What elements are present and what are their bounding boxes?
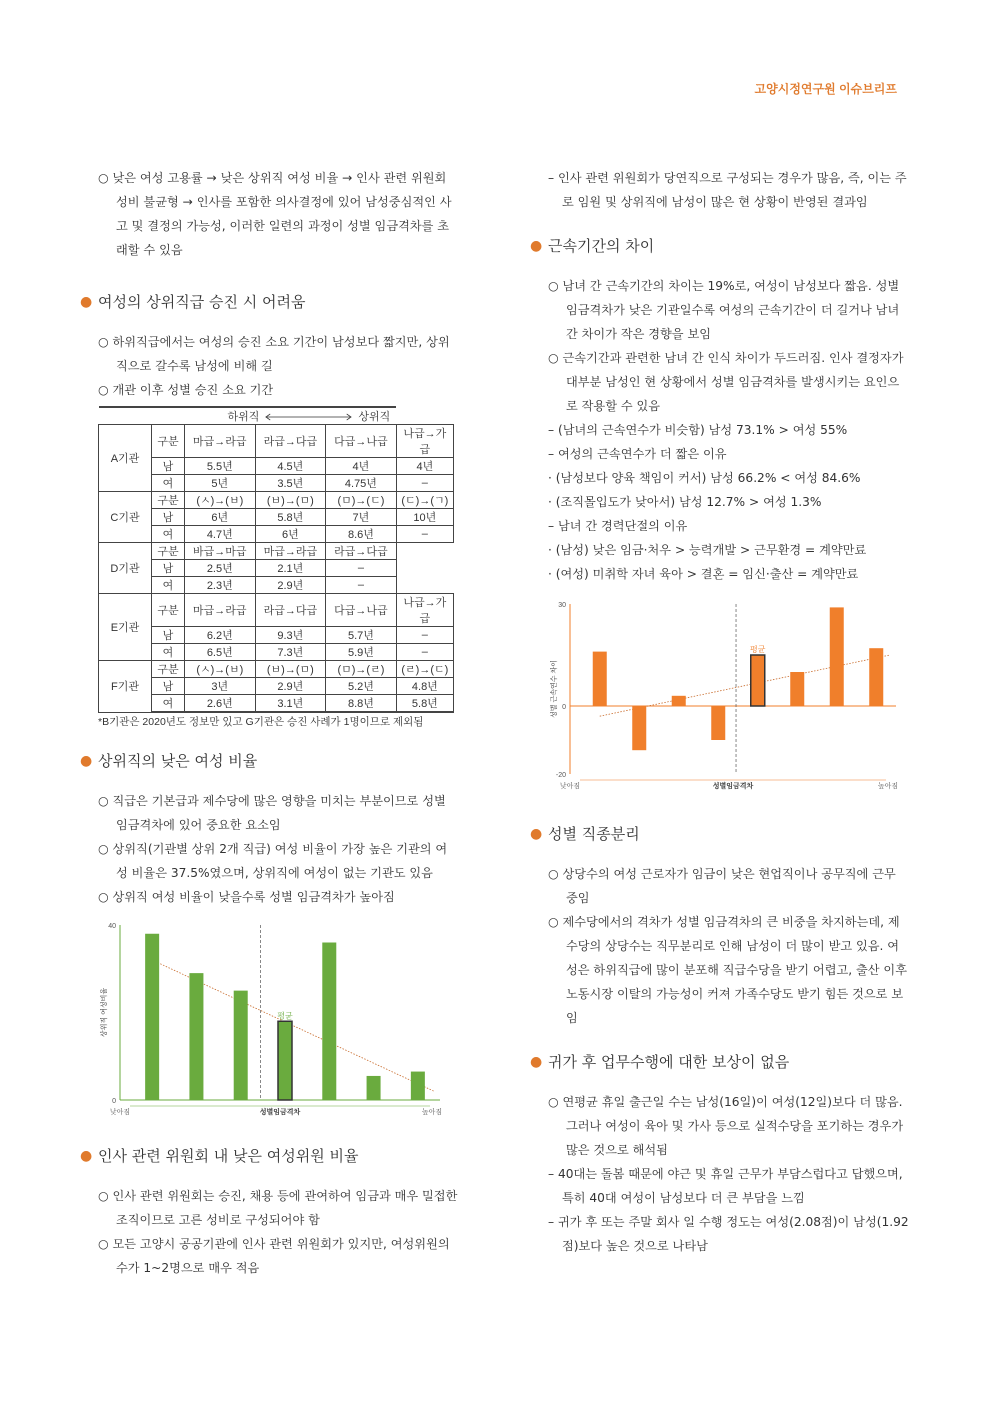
table-cell: 7.3년 xyxy=(255,644,326,661)
table-row xyxy=(99,695,454,713)
table-cell: (ㅁ)→(ㄷ) xyxy=(326,492,397,509)
table-cell: 다급→나급 xyxy=(326,425,397,458)
y-axis-label: 성별 근속연수 차이 xyxy=(551,660,558,718)
brand-header: 고양시정연구원 이슈브리프 xyxy=(754,82,897,96)
table-row xyxy=(99,560,454,577)
section-item: – 귀가 후 또는 주말 회사 일 수행 정도는 여성(2.08점)이 남성(1.92점)보다 높은 것으로 나타남 xyxy=(548,1210,910,1258)
promotion-table xyxy=(98,406,454,713)
bar xyxy=(711,706,725,740)
list-item: · (여성) 미취학 자녀 육아 > 결혼 = 임신·출산 = 계약만료 xyxy=(548,562,910,586)
bar xyxy=(234,991,248,1100)
bar xyxy=(869,648,883,706)
section-item: ○ 근속기간과 관련한 남녀 간 인식 차이가 두드러짐. 인사 결정자가 대부분 남성인 현 상황에서 성별 임금격차를 발생시키는 요인으로 작용할 수 있음 xyxy=(548,346,910,418)
bullet-icon: ● xyxy=(530,238,543,254)
section-item: ○ 하위직급에서는 여성의 승진 소요 기간이 남성보다 짧지만, 상위직으로 갈수록 남성에 비해 길 xyxy=(98,330,458,378)
table-cell: 구분 xyxy=(152,543,185,560)
x-axis-label: 성별임금격차 xyxy=(712,783,754,790)
section-item: ○ 상위직(기관별 상위 2개 직급) 여성 비율이 가장 높은 기관의 여성 비율은 37.5%였으며, 상위직에 여성이 없는 기관도 있음 xyxy=(98,837,458,885)
average-label: 평균 xyxy=(750,645,766,654)
table-cell: (ㅂ)→(ㅁ) xyxy=(255,492,326,509)
table-cell: – xyxy=(396,644,453,661)
bullet-icon: ● xyxy=(80,1148,93,1164)
table-cell: 9.3년 xyxy=(255,627,326,644)
section-item: ○ 모든 고양시 공공기관에 인사 관련 위원회가 있지만, 여성위원의 수가 1~2명으로 매우 적음 xyxy=(98,1232,458,1280)
table-cell: 다급→나급 xyxy=(326,594,397,627)
x-axis-label: 성별임금격차 xyxy=(259,1109,301,1116)
bar xyxy=(145,934,159,1100)
agency-name: E기관 xyxy=(99,594,152,661)
table-cell: 2.9년 xyxy=(255,577,326,594)
table-cell: 6.2년 xyxy=(185,627,256,644)
bar xyxy=(367,1076,381,1100)
table-cell: (ㄹ)→(ㄷ) xyxy=(396,661,453,678)
table-direction: 하위직 상위직 xyxy=(152,407,397,425)
table-cell: 2.9년 xyxy=(255,678,326,695)
table-note: *B기관은 2020년도 정보만 있고 G기관은 승진 사례가 1명이므로 제외됨 xyxy=(98,716,424,728)
bullet-icon: ● xyxy=(530,826,543,842)
table-row xyxy=(99,594,454,627)
chart-tenure-gap xyxy=(548,596,910,796)
table-cell: 4.8년 xyxy=(396,678,453,695)
table-cell: 8.6년 xyxy=(326,526,397,543)
table-cell: 4년 xyxy=(396,458,453,475)
x-low-label: 낮아짐 xyxy=(109,1109,131,1116)
bar xyxy=(632,706,646,750)
table-row xyxy=(99,543,454,560)
table-cell: 2.1년 xyxy=(255,560,326,577)
right-column xyxy=(530,166,910,1258)
table-cell: 구분 xyxy=(152,425,185,458)
table-row xyxy=(99,644,454,661)
table-cell: 남 xyxy=(152,627,185,644)
bar xyxy=(790,672,804,706)
table-row xyxy=(99,458,454,475)
table-cell: 라급→다급 xyxy=(255,594,326,627)
table-cell: – xyxy=(326,560,397,577)
agency-name: A기관 xyxy=(99,425,152,492)
list-item: · (남성보다 양육 책임이 커서) 남성 66.2% < 여성 84.6% xyxy=(548,466,910,490)
section-item: ○ 직급은 기본급과 제수당에 많은 영향을 미치는 부분이므로 성별 임금격차에 있어 중요한 요소임 xyxy=(98,789,458,837)
bullet-icon: ● xyxy=(80,753,93,769)
table-cell: 구분 xyxy=(152,492,185,509)
table-cell: 2.6년 xyxy=(185,695,256,713)
table-cell xyxy=(396,577,453,594)
table-cell: 5.8년 xyxy=(396,695,453,713)
table-row xyxy=(99,475,454,492)
table-cell: 여 xyxy=(152,526,185,543)
left-column xyxy=(80,166,458,1280)
table-cell: (ㅁ)→(ㄹ) xyxy=(326,661,397,678)
agency-name: D기관 xyxy=(99,543,152,594)
table-cell: (ㅅ)→(ㅂ) xyxy=(185,661,256,678)
table-row xyxy=(99,526,454,543)
table-cell: 여 xyxy=(152,695,185,713)
bar xyxy=(830,607,844,706)
section-item: ○ 상당수의 여성 근로자가 임금이 낮은 현업직이나 공무직에 근무 중임 xyxy=(548,862,910,910)
agency-name: F기관 xyxy=(99,661,152,713)
y-tick-label: -20 xyxy=(555,772,566,779)
table-cell: 여 xyxy=(152,577,185,594)
section-heading: ● 상위직의 낮은 여성 비율 xyxy=(98,749,458,773)
section-item: – 인사 관련 위원회가 당연직으로 구성되는 경우가 많음, 즉, 이는 주로 임원 및 상위직에 남성이 많은 현 상황이 반영된 결과임 xyxy=(548,166,910,214)
table-row xyxy=(99,492,454,509)
list-item: – (남녀의 근속연수가 비슷함) 남성 73.1% > 여성 55% xyxy=(548,418,910,442)
bar xyxy=(322,943,336,1101)
table-cell: 여 xyxy=(152,475,185,492)
table-row xyxy=(99,678,454,695)
table-cell: – xyxy=(396,627,453,644)
tenure-list xyxy=(548,418,910,586)
section-heading: ● 여성의 상위직급 승진 시 어려움 xyxy=(98,290,458,314)
table-cell: 남 xyxy=(152,560,185,577)
average-label: 평균 xyxy=(277,1011,293,1021)
table-cell: 5.7년 xyxy=(326,627,397,644)
x-high-label: 높아짐 xyxy=(877,783,899,790)
bullet-icon: ● xyxy=(80,294,93,310)
table-cell: 6.5년 xyxy=(185,644,256,661)
table-corner xyxy=(99,407,152,425)
table-cell: 나급→가급 xyxy=(396,425,453,458)
section-heading: ● 인사 관련 위원회 내 낮은 여성위원 비율 xyxy=(98,1144,458,1168)
bar xyxy=(593,652,607,706)
table-cell: – xyxy=(396,526,453,543)
chart-female-ratio xyxy=(98,917,454,1122)
y-axis-label: 상위직 여성비율 xyxy=(101,987,108,1038)
section-item: ○ 제수당에서의 격차가 성별 임금격차의 큰 비중을 차지하는데, 제수당의 상당수는 직무분리로 인해 남성이 더 많이 받고 있음. 여성은 하위직급에 많이 분포해 직급수당을 받기 어렵고, 출산 이후 노동시장 이탈의 가능성이 커져 가족수당도 받기 힘든 것으로 보임 xyxy=(548,910,910,1030)
x-high-label: 높아짐 xyxy=(421,1109,443,1116)
table-cell: 6년 xyxy=(255,526,326,543)
y-tick-label: 0 xyxy=(112,1098,116,1105)
table-cell: 나급→가급 xyxy=(396,594,453,627)
table-cell: 6년 xyxy=(185,509,256,526)
table-row xyxy=(99,661,454,678)
section-item: ○ 인사 관련 위원회는 승진, 채용 등에 관여하여 임금과 매우 밀접한 조직이므로 고른 성비로 구성되어야 함 xyxy=(98,1184,458,1232)
table-cell: 마급→라급 xyxy=(185,425,256,458)
table-cell xyxy=(396,560,453,577)
table-row xyxy=(99,509,454,526)
bar xyxy=(411,1072,425,1100)
table-cell: 5년 xyxy=(185,475,256,492)
list-item: – 여성의 근속연수가 더 짧은 이유 xyxy=(548,442,910,466)
section-item: ○ 연평균 휴일 출근일 수는 남성(16일)이 여성(12일)보다 더 많음. 그러나 여성이 육아 및 가사 등으로 실적수당을 포기하는 경우가 많은 것으로 해석됨 xyxy=(548,1090,910,1162)
table-cell xyxy=(396,543,453,560)
table-cell: 4년 xyxy=(326,458,397,475)
table-cell: 3.5년 xyxy=(255,475,326,492)
section-heading: ● 귀가 후 업무수행에 대한 보상이 없음 xyxy=(548,1050,910,1074)
y-tick-label: 30 xyxy=(558,602,566,609)
table-cell: 구분 xyxy=(152,594,185,627)
table-cell: (ㅅ)→(ㅂ) xyxy=(185,492,256,509)
section-heading: ● 근속기간의 차이 xyxy=(548,234,910,258)
table-row xyxy=(99,425,454,458)
x-low-label: 낮아짐 xyxy=(559,783,581,790)
table-cell: 2.3년 xyxy=(185,577,256,594)
table-cell: 4.75년 xyxy=(326,475,397,492)
list-item: · (남성) 낮은 임금·처우 > 능력개발 > 근무환경 = 계약만료 xyxy=(548,538,910,562)
table-cell: 5.2년 xyxy=(326,678,397,695)
table-cell: 5.8년 xyxy=(255,509,326,526)
table-cell: 4.7년 xyxy=(185,526,256,543)
bar xyxy=(672,696,686,706)
table-cell: 남 xyxy=(152,678,185,695)
y-tick-label: 0 xyxy=(562,704,566,711)
table-row xyxy=(99,627,454,644)
agency-name: C기관 xyxy=(99,492,152,543)
table-cell: 여 xyxy=(152,644,185,661)
table-cell: 라급→다급 xyxy=(255,425,326,458)
table-cell: 마급→라급 xyxy=(255,543,326,560)
table-cell: 5.9년 xyxy=(326,644,397,661)
table-cell: 4.5년 xyxy=(255,458,326,475)
table-cell: 마급→라급 xyxy=(185,594,256,627)
y-tick-label: 40 xyxy=(108,923,116,930)
average-bar xyxy=(278,1021,292,1100)
intro-text: ○ 낮은 여성 고용률 → 낮은 상위직 여성 비율 → 인사 관련 위원회 성비 불균형 → 인사를 포함한 의사결정에 있어 남성중심적인 사고 및 결정의 가능성, 이러한 일련의 과정이 성별 임금격차를 초래할 수 있음 xyxy=(98,166,458,262)
table-cell: 구분 xyxy=(152,661,185,678)
table-cell: 남 xyxy=(152,458,185,475)
table-cell: 3년 xyxy=(185,678,256,695)
list-item: · (조직몰입도가 낮아서) 남성 12.7% > 여성 1.3% xyxy=(548,490,910,514)
section-item: – 40대는 돌봄 때문에 야근 및 휴일 근무가 부담스럽다고 답했으며, 특히 40대 여성이 남성보다 더 큰 부담을 느낌 xyxy=(548,1162,910,1210)
table-cell: – xyxy=(326,577,397,594)
table-cell: 7년 xyxy=(326,509,397,526)
table-cell: (ㅂ)→(ㅁ) xyxy=(255,661,326,678)
bar xyxy=(189,973,203,1100)
table-cell: 남 xyxy=(152,509,185,526)
table-cell: 3.1년 xyxy=(255,695,326,713)
table-cell: 10년 xyxy=(396,509,453,526)
table-cell: (ㄷ)→(ㄱ) xyxy=(396,492,453,509)
section-item: ○ 개관 이후 성별 승진 소요 기간 xyxy=(98,378,458,402)
bullet-icon: ● xyxy=(530,1054,543,1070)
table-cell: 5.5년 xyxy=(185,458,256,475)
section-item: ○ 남녀 간 근속기간의 차이는 19%로, 여성이 남성보다 짧음. 성별 임금격차가 낮은 기관일수록 여성의 근속기간이 더 길거나 남녀 간 차이가 작은 경향을 보임 xyxy=(548,274,910,346)
table-cell: 라급→다급 xyxy=(326,543,397,560)
table-cell: 2.5년 xyxy=(185,560,256,577)
table-cell: – xyxy=(396,475,453,492)
table-row xyxy=(99,577,454,594)
section-heading: ● 성별 직종분리 xyxy=(548,822,910,846)
average-bar xyxy=(751,655,765,706)
table-cell: 8.8년 xyxy=(326,695,397,713)
arrow-icon xyxy=(265,412,352,420)
section-item: ○ 상위직 여성 비율이 낮을수록 성별 임금격차가 높아짐 xyxy=(98,885,458,909)
table-cell: 바급→마급 xyxy=(185,543,256,560)
list-item: – 남녀 간 경력단절의 이유 xyxy=(548,514,910,538)
